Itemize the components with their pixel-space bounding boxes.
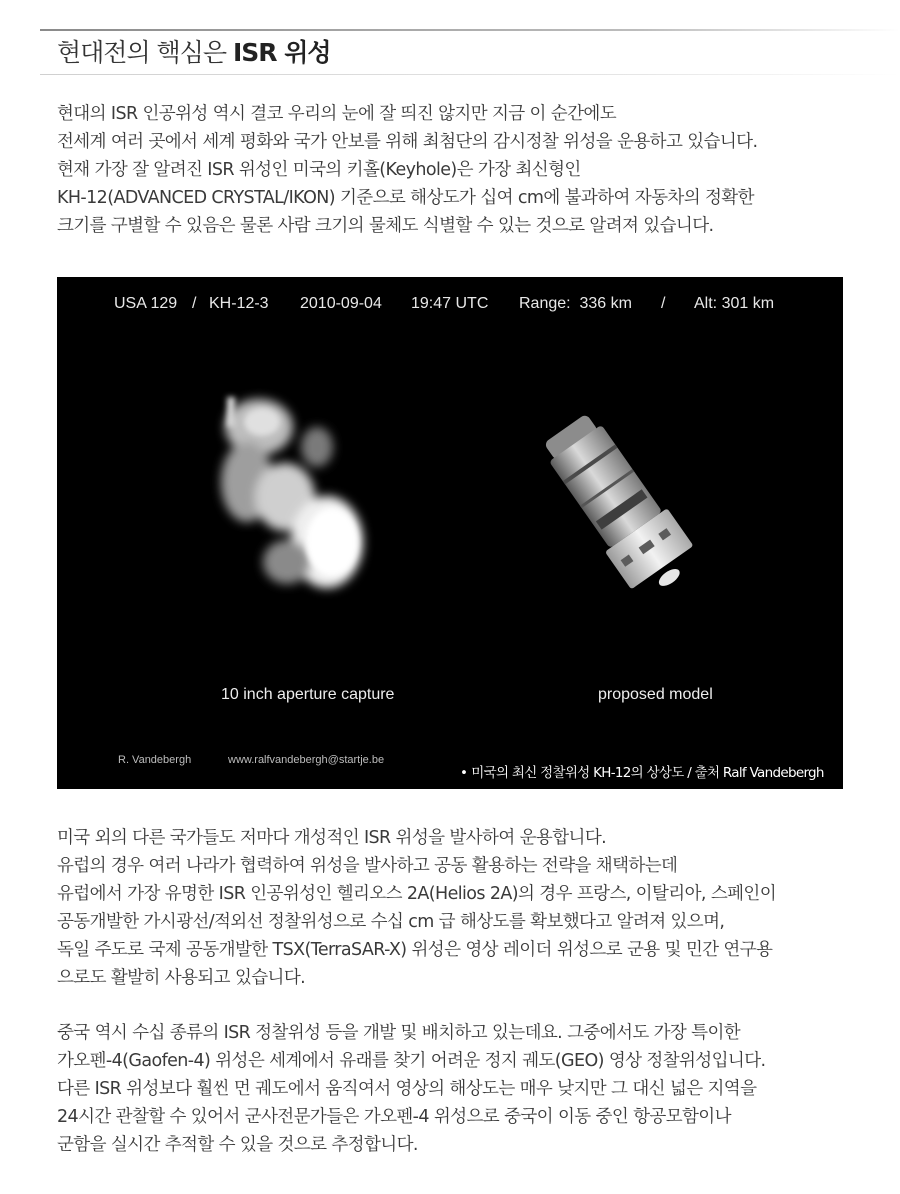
hud-object: USA 129 [114, 295, 178, 312]
body-paragraph-1 [57, 824, 857, 992]
intro-line: KH-12(ADVANCED CRYSTAL/IKON) 기준으로 해상도가 십여 cm에 불과하여 자동차의 정확한 [57, 188, 754, 208]
intro-line: 크기를 구별할 수 있음은 물론 사람 크기의 물체도 식별할 수 있는 것으로 알려져 있습니다. [57, 216, 714, 236]
source-bullet: • [460, 765, 468, 781]
heading-underline [40, 74, 900, 75]
body-line: 군함을 실시간 추적할 수 있을 것으로 추정합니다. [57, 1135, 418, 1155]
credit-name: R. Vandebergh [118, 754, 192, 766]
telescope-capture-image [187, 377, 387, 627]
credit-url: www.ralfvandebergh@startje.be [228, 754, 385, 766]
hud-time: 19:47 UTC [411, 295, 489, 312]
intro-line: 전세계 여러 곳에서 세계 평화와 국가 안보를 위해 최첨단의 감시정찰 위성을 운용하고 있습니다. [57, 132, 758, 152]
body-paragraph-2 [57, 1019, 857, 1159]
hud-designation: KH-12-3 [209, 295, 269, 312]
heading-prefix: 현대전의 핵심은 [57, 38, 233, 67]
image-source-caption [460, 761, 824, 781]
satellite-figure [57, 277, 843, 789]
top-divider [40, 29, 900, 31]
body-line: 공동개발한 가시광선/적외선 정찰위성으로 수십 cm 급 해상도를 확보했다고 알려져 있으며, [57, 912, 725, 932]
intro-paragraph [57, 100, 857, 240]
body-line: 중국 역시 수십 종류의 ISR 정찰위성 등을 개발 및 배치하고 있는데요. 그중에서도 가장 특이한 [57, 1023, 741, 1043]
hud-date: 2010-09-04 [300, 295, 382, 312]
source-text: 미국의 최신 정찰위성 KH-12의 상상도 / 출처 Ralf Vandebergh [471, 765, 824, 781]
body-line: 다른 ISR 위성보다 훨씬 먼 궤도에서 움직여서 영상의 해상도는 매우 낮지만 그 대신 넓은 지역을 [57, 1079, 757, 1099]
hud-readout [57, 295, 843, 315]
intro-line: 현대의 ISR 인공위성 역시 결코 우리의 눈에 잘 띄진 않지만 지금 이 순간에도 [57, 104, 617, 124]
intro-line: 현재 가장 잘 알려진 ISR 위성인 미국의 키홀(Keyhole)은 가장 최신형인 [57, 160, 581, 180]
hud-separator: / [661, 295, 666, 312]
body-line: 유럽의 경우 여러 나라가 협력하여 위성을 발사하고 공동 활용하는 전략을 채택하는데 [57, 856, 678, 876]
hud-separator: / [192, 295, 197, 312]
heading-emphasis: ISR 위성 [232, 38, 331, 67]
hud-range: Range: 336 km [519, 295, 632, 312]
right-image-caption: proposed model [598, 686, 713, 703]
body-line: 유럽에서 가장 유명한 ISR 인공위성인 헬리오스 2A(Helios 2A)의 경우 프랑스, 이탈리아, 스페인이 [57, 884, 777, 904]
section-heading [57, 36, 331, 70]
body-line: 가오펜-4(Gaofen-4) 위성은 세계에서 유래를 찾기 어려운 정지 궤도(GEO) 영상 정찰위성입니다. [57, 1051, 766, 1071]
left-image-caption: 10 inch aperture capture [221, 686, 395, 703]
body-line: 으로도 활발히 사용되고 있습니다. [57, 968, 306, 988]
body-line: 24시간 관찰할 수 있어서 군사전문가들은 가오펜-4 위성으로 중국이 이동 중인 항공모함이나 [57, 1107, 731, 1127]
satellite-model-image [537, 407, 727, 617]
hud-altitude: Alt: 301 km [694, 295, 775, 312]
body-line: 독일 주도로 국제 공동개발한 TSX(TerraSAR-X) 위성은 영상 레이더 위성으로 군용 및 민간 연구용 [57, 940, 773, 960]
body-line: 미국 외의 다른 국가들도 저마다 개성적인 ISR 위성을 발사하여 운용합니다. [57, 828, 607, 848]
